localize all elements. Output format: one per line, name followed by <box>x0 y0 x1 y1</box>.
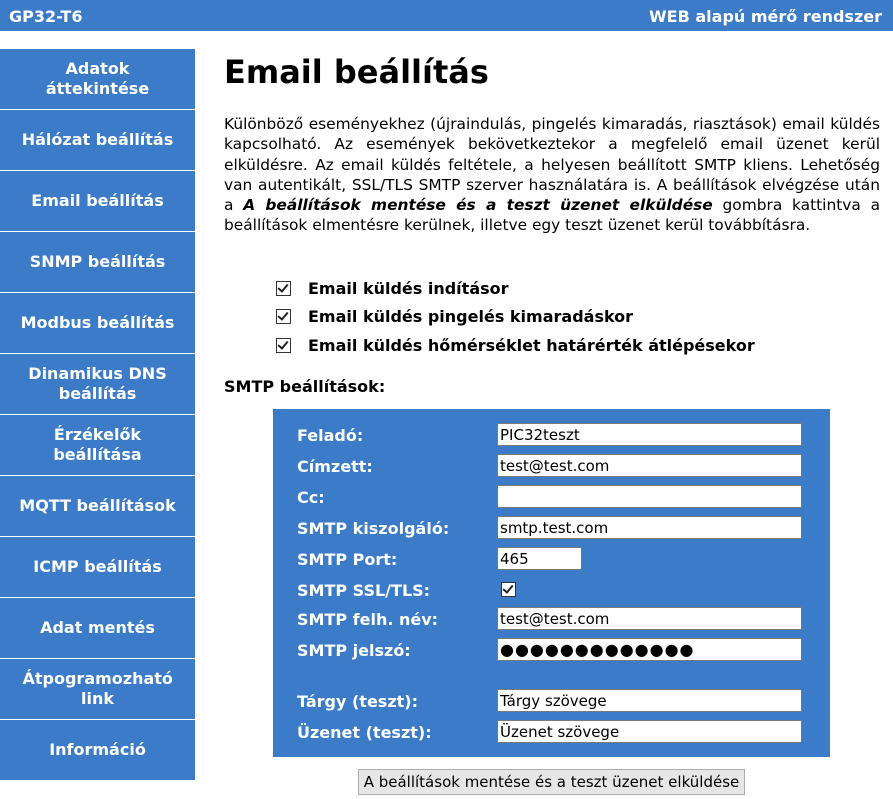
sidebar-item-network[interactable] <box>0 110 195 170</box>
sidebar-item-info[interactable] <box>0 720 195 780</box>
sidebar-item-label: Átpogramozható link <box>22 669 173 708</box>
smtp-server-input[interactable] <box>497 516 802 539</box>
sidebar-item-label: MQTT beállítások <box>19 496 176 515</box>
checkbox-startup[interactable] <box>276 281 291 296</box>
checkbox-label: Email küldés hőmérséklet határérték átlépésekor <box>308 335 755 355</box>
smtp-username-input[interactable] <box>497 607 802 630</box>
sidebar-item-email[interactable] <box>0 171 195 231</box>
sidebar-item-label: Érzékelők beállítása <box>53 425 142 464</box>
sidebar-item-label: Dinamikus DNS beállítás <box>28 364 167 403</box>
sidebar-item-label: Email beállítás <box>31 191 164 210</box>
description-emphasis: A beállítások mentése és a teszt üzenet elküldése <box>243 196 713 215</box>
sidebar-item-label: Adatok áttekintése <box>45 59 150 98</box>
sidebar-item-overview[interactable] <box>0 49 195 109</box>
smtp-ssl-checkbox[interactable] <box>501 582 516 597</box>
sidebar-nav <box>0 49 195 781</box>
subject-label: Tárgy (teszt): <box>297 692 418 711</box>
description-part-2: gombra kattintva a beállítások elmentésre kerülnek, illetve egy teszt üzenet kerül továbbításra. <box>224 196 881 235</box>
top-header-bar <box>0 0 893 31</box>
page-title: Email beállítás <box>224 53 489 91</box>
cc-input[interactable] <box>497 485 802 508</box>
sidebar-item-icmp[interactable] <box>0 537 195 597</box>
recipient-input[interactable] <box>497 454 802 477</box>
sidebar-item-custom-link[interactable] <box>0 659 195 719</box>
checkbox-row-startup <box>276 274 755 303</box>
smtp-username-label: SMTP felh. név: <box>297 610 439 629</box>
checkbox-row-temperature <box>276 331 755 360</box>
sidebar-item-mqtt[interactable] <box>0 476 195 536</box>
smtp-port-label: SMTP Port: <box>297 550 398 569</box>
sidebar-item-snmp[interactable] <box>0 232 195 292</box>
checkbox-label: Email küldés pingelés kimaradáskor <box>308 307 634 327</box>
description-part-1: Különböző eseményekhez (újraindulás, pingelés kimaradás, riasztások) email küldés kapcsolható. Az események bekövetkeztekor a megfelelő email üzenet kerül elküldésre. Az email küldés feltétele, a helyesen beállított SMTP kliens. Lehetőség van autentikált, SSL/TLS SMTP szerver használatára is. A beállítások elvégzése után a <box>224 115 880 215</box>
smtp-section-title: SMTP beállítások: <box>224 377 386 396</box>
system-title: WEB alapú mérő rendszer <box>649 7 882 26</box>
sidebar-item-label: SNMP beállítás <box>29 252 166 271</box>
sidebar-item-dynamic-dns[interactable] <box>0 354 195 414</box>
main-content <box>224 50 881 742</box>
smtp-port-input[interactable] <box>497 547 582 570</box>
checkbox-ping-failure[interactable] <box>276 309 291 324</box>
smtp-password-label: SMTP jelszó: <box>297 641 411 660</box>
smtp-settings-panel <box>273 409 830 757</box>
description-text <box>224 114 880 236</box>
sidebar-item-label: Információ <box>49 740 146 759</box>
recipient-label: Címzett: <box>297 457 373 476</box>
sender-input[interactable] <box>497 423 802 446</box>
sidebar-item-label: Hálózat beállítás <box>21 130 174 149</box>
cc-label: Cc: <box>297 488 325 507</box>
subject-input[interactable] <box>497 689 802 712</box>
save-and-send-test-button[interactable]: A beállítások mentése és a teszt üzenet elküldése <box>358 769 745 795</box>
sidebar-item-modbus[interactable] <box>0 293 195 353</box>
checkbox-label: Email küldés indításor <box>308 278 509 298</box>
sidebar-item-label: Modbus beállítás <box>20 313 175 332</box>
sender-label: Feladó: <box>297 426 364 445</box>
checkbox-temperature-threshold[interactable] <box>276 338 291 353</box>
smtp-ssl-label: SMTP SSL/TLS: <box>297 581 431 600</box>
sidebar-item-label: Adat mentés <box>40 618 155 637</box>
checkbox-row-ping <box>276 303 755 332</box>
event-checkboxes <box>276 274 755 360</box>
sidebar-item-label: ICMP beállítás <box>33 557 162 576</box>
sidebar-item-sensors[interactable] <box>0 415 195 475</box>
app-title: GP32-T6 <box>9 7 83 26</box>
message-label: Üzenet (teszt): <box>297 723 432 742</box>
smtp-password-input[interactable]: ●●●●●●●●●●●●● <box>497 638 802 661</box>
smtp-server-label: SMTP kiszolgáló: <box>297 519 450 538</box>
sidebar-item-data-save[interactable] <box>0 598 195 658</box>
message-input[interactable] <box>497 720 802 743</box>
